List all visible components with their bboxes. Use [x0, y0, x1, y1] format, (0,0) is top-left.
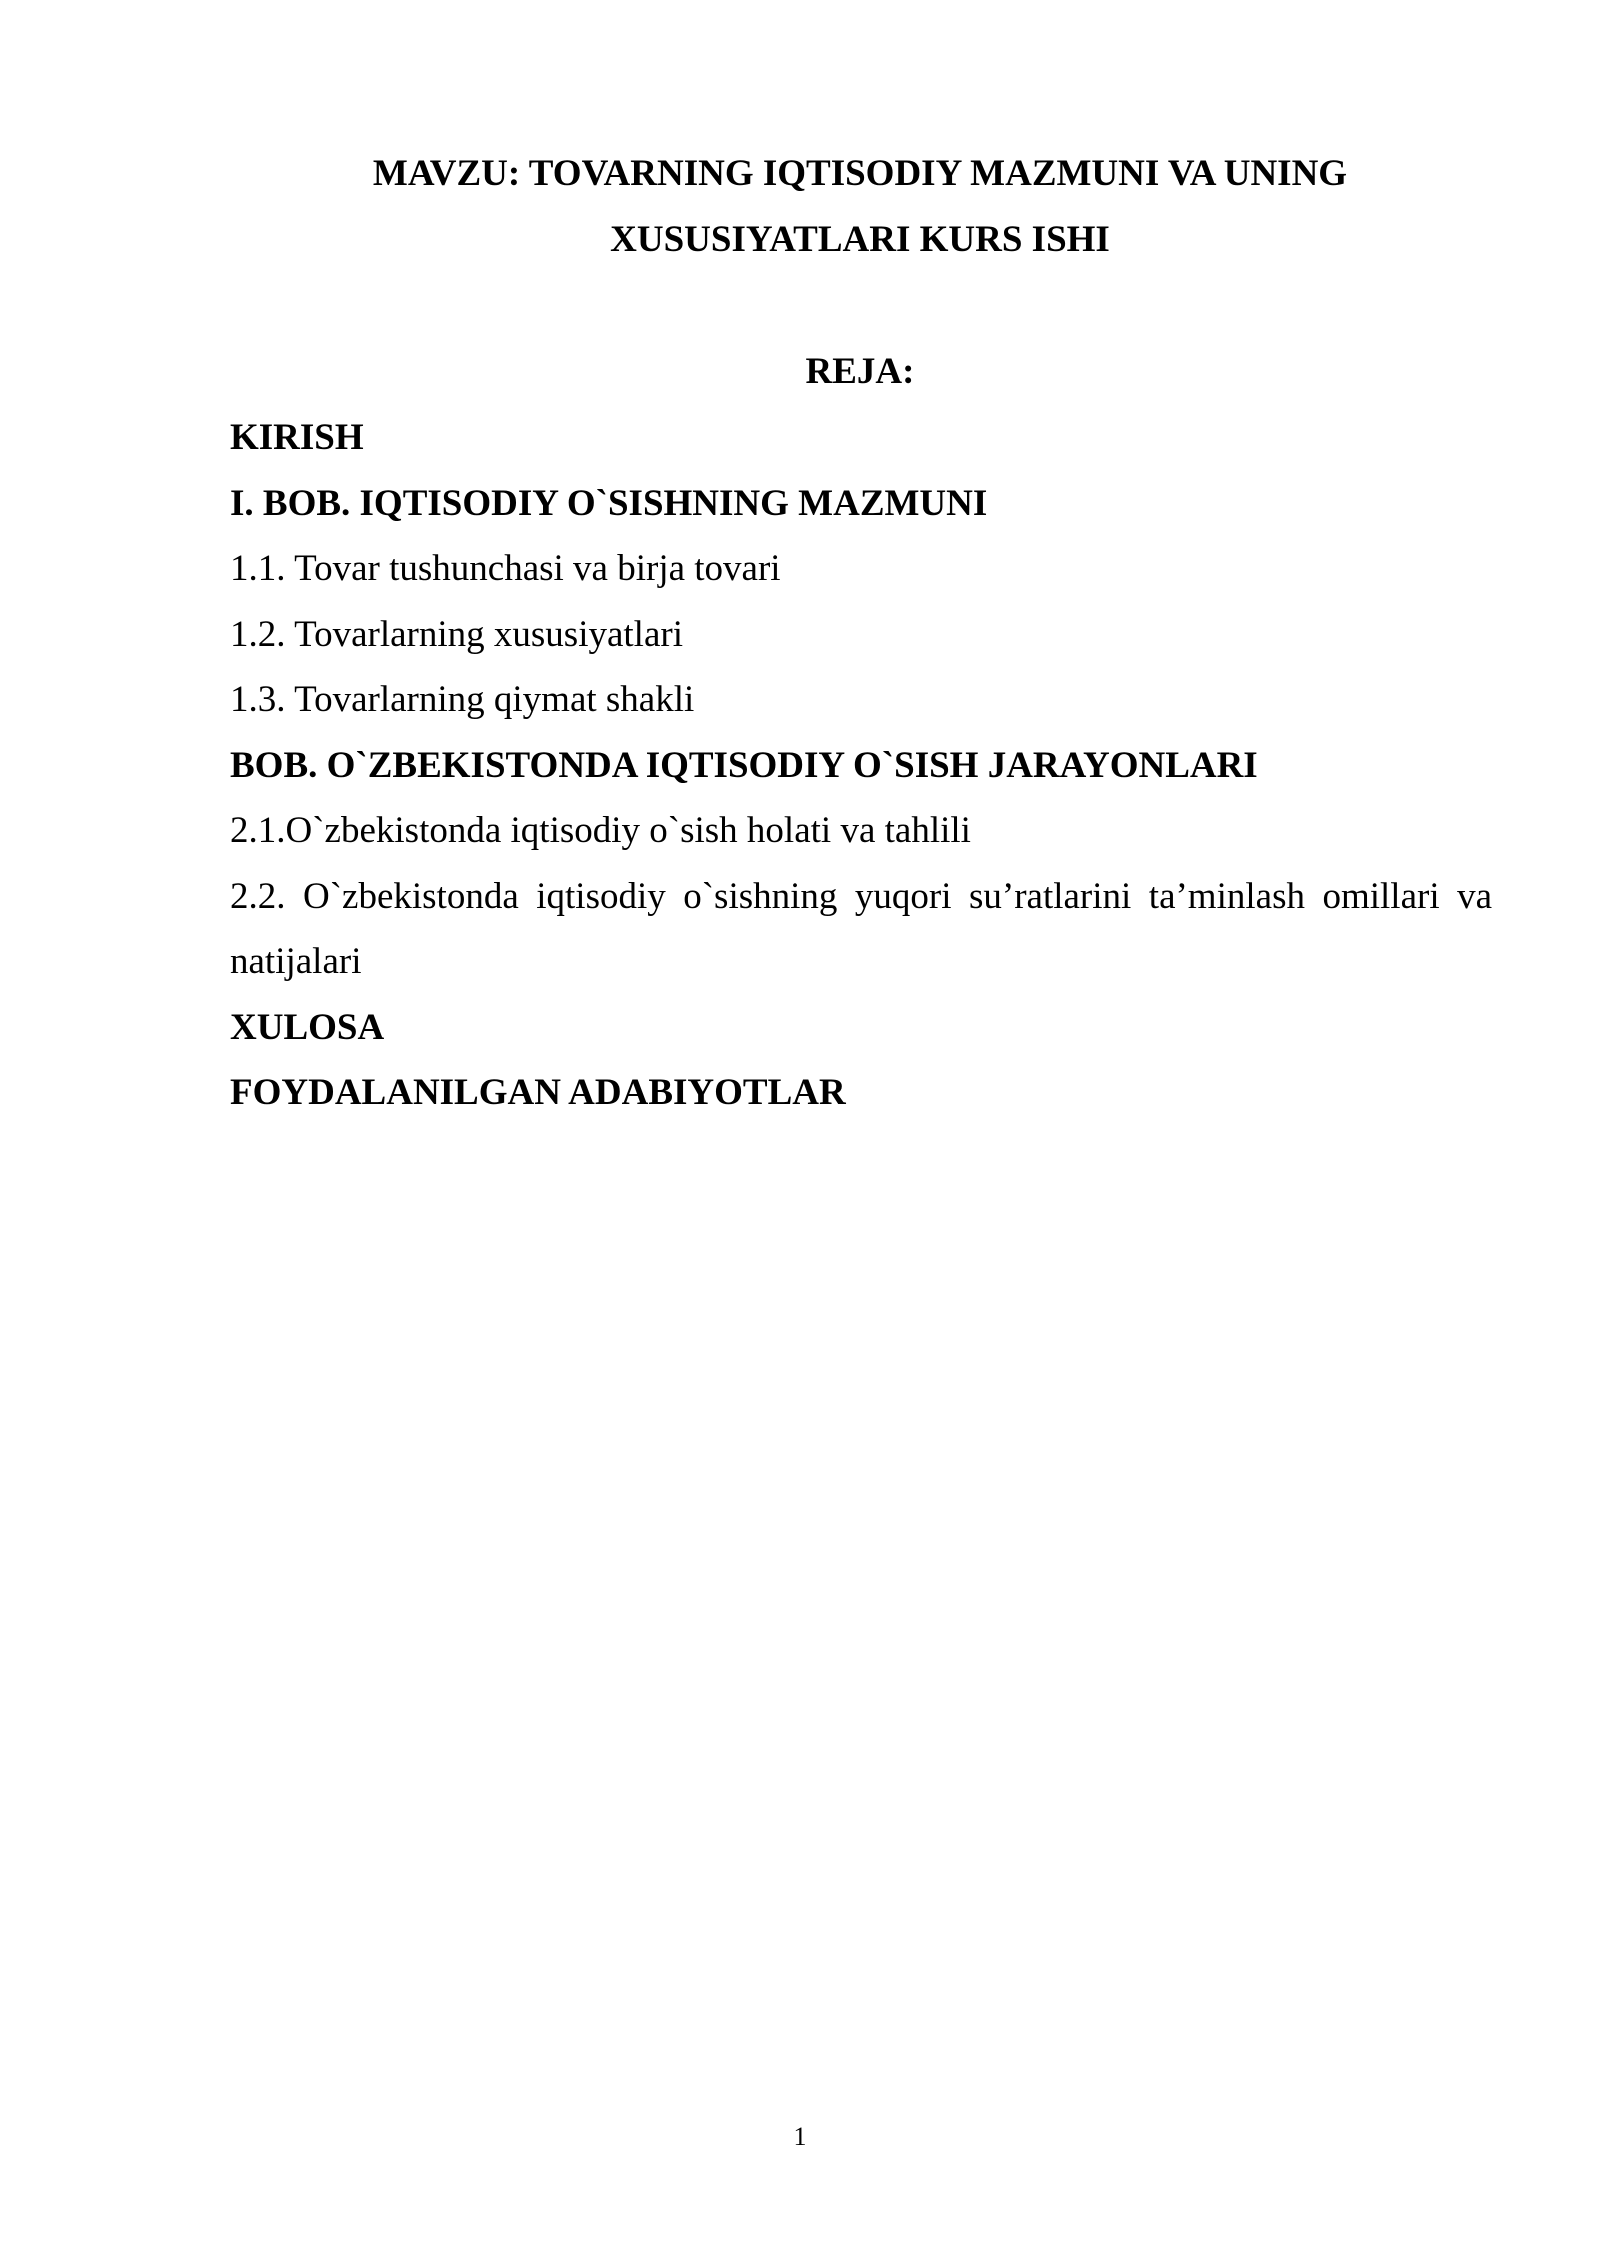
- plan-item-introduction: KIRISH: [230, 417, 364, 458]
- plan-item-2-2: 2.2. O`zbekistonda iqtisodiy o`sishning yuqori su’ratlarini ta’minlash omillari va natijalari: [230, 875, 1492, 982]
- plan-item-1-2: 1.2. Tovarlarning xususiyatlari: [230, 613, 683, 655]
- plan-item-chapter-1: I. BOB. IQTISODIY O`SISHNING MAZMUNI: [230, 482, 988, 524]
- plan-item-1-1: 1.1. Tovar tushunchasi va birja tovari: [230, 548, 781, 589]
- document-title: MAVZU: TOVARNING IQTISODIY MAZMUNI VA UNING XUSUSIYATLARI KURS ISHI: [372, 153, 1348, 260]
- plan-item-chapter-2: BOB. O`ZBEKISTONDA IQTISODIY O`SISH JARAYONLARI: [230, 744, 1258, 786]
- page-number: 1: [793, 2122, 807, 2151]
- plan-item-2-1: 2.1.O`zbekistonda iqtisodiy o`sish holati va tahlili: [230, 810, 971, 851]
- plan-item-references: FOYDALANILGAN ADABIYOTLAR: [230, 1072, 846, 1113]
- plan-heading: REJA:: [805, 351, 915, 392]
- plan-item-1-3: 1.3. Tovarlarning qiymat shakli: [230, 679, 695, 720]
- plan-list: [230, 405, 1492, 1126]
- plan-item-conclusion: XULOSA: [230, 1006, 385, 1048]
